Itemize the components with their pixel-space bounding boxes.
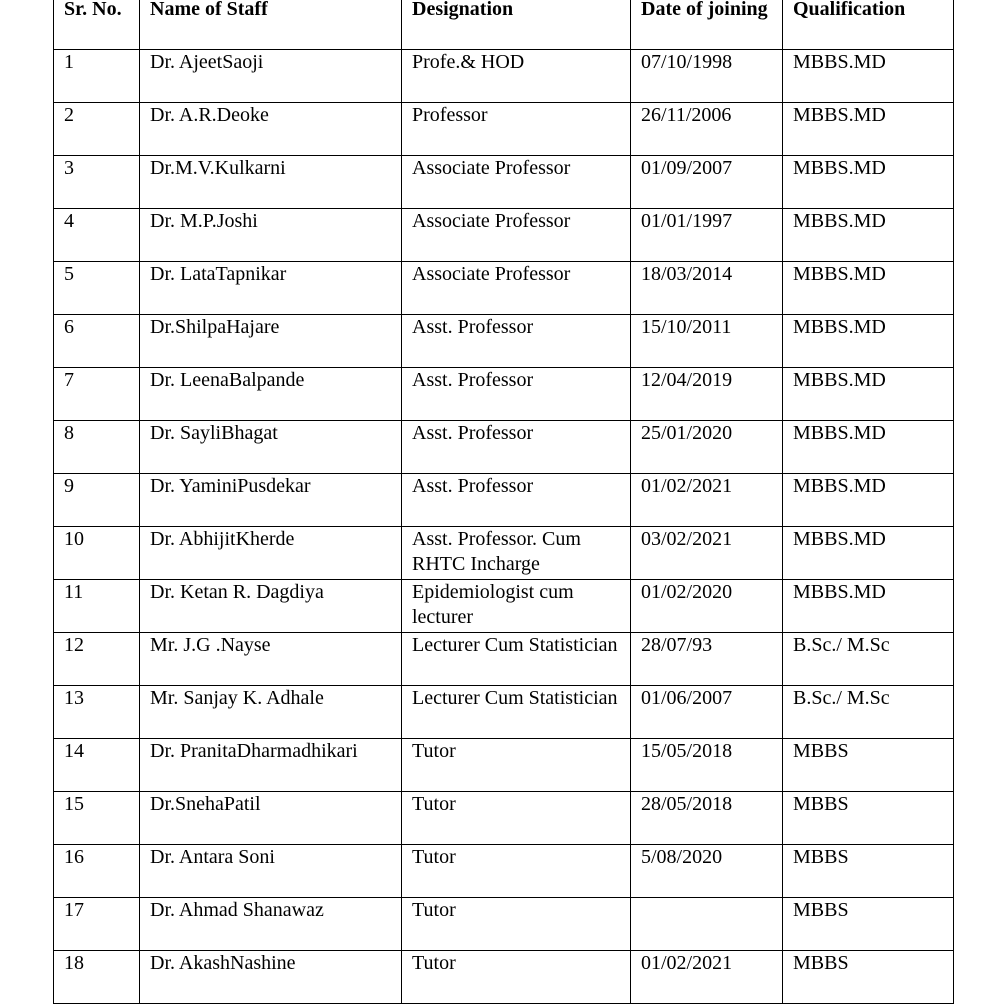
header-designation: Designation [402, 0, 631, 50]
staff-table [53, 0, 954, 1004]
cell-qualification: MBBS.MD [783, 262, 954, 315]
cell-sr-no: 4 [54, 209, 140, 262]
header-sr-no: Sr. No. [54, 0, 140, 50]
table-row [54, 315, 954, 368]
table-row [54, 421, 954, 474]
table-row [54, 368, 954, 421]
cell-staff-name: Dr. AkashNashine [140, 951, 402, 1004]
cell-qualification: MBBS.MD [783, 50, 954, 103]
cell-qualification: MBBS.MD [783, 527, 954, 580]
cell-sr-no: 14 [54, 739, 140, 792]
cell-staff-name: Mr. Sanjay K. Adhale [140, 686, 402, 739]
cell-qualification: MBBS.MD [783, 156, 954, 209]
cell-qualification: MBBS.MD [783, 209, 954, 262]
table-row [54, 103, 954, 156]
cell-sr-no: 8 [54, 421, 140, 474]
cell-staff-name: Dr.SnehaPatil [140, 792, 402, 845]
cell-date-of-joining: 15/05/2018 [631, 739, 783, 792]
cell-staff-name: Dr. YaminiPusdekar [140, 474, 402, 527]
cell-date-of-joining: 01/09/2007 [631, 156, 783, 209]
cell-designation: Asst. Professor [402, 474, 631, 527]
cell-sr-no: 13 [54, 686, 140, 739]
cell-date-of-joining [631, 898, 783, 951]
cell-designation: Asst. Professor [402, 368, 631, 421]
cell-qualification: B.Sc./ M.Sc [783, 686, 954, 739]
cell-date-of-joining: 01/02/2021 [631, 474, 783, 527]
cell-staff-name: Dr. LeenaBalpande [140, 368, 402, 421]
cell-sr-no: 6 [54, 315, 140, 368]
cell-designation: Asst. Professor [402, 315, 631, 368]
cell-designation: Lecturer Cum Statistician [402, 686, 631, 739]
cell-sr-no: 17 [54, 898, 140, 951]
cell-date-of-joining: 5/08/2020 [631, 845, 783, 898]
cell-designation: Asst. Professor. Cum RHTC Incharge [402, 527, 631, 580]
cell-designation: Associate Professor [402, 262, 631, 315]
cell-staff-name: Dr. Antara Soni [140, 845, 402, 898]
cell-date-of-joining: 01/01/1997 [631, 209, 783, 262]
table-row [54, 50, 954, 103]
table-row [54, 686, 954, 739]
table-row [54, 262, 954, 315]
cell-qualification: MBBS.MD [783, 315, 954, 368]
header-qualification: Qualification [783, 0, 954, 50]
cell-staff-name: Dr.M.V.Kulkarni [140, 156, 402, 209]
cell-staff-name: Dr. Ahmad Shanawaz [140, 898, 402, 951]
cell-date-of-joining: 28/07/93 [631, 633, 783, 686]
cell-sr-no: 16 [54, 845, 140, 898]
table-row [54, 792, 954, 845]
cell-staff-name: Dr. Ketan R. Dagdiya [140, 580, 402, 633]
cell-sr-no: 10 [54, 527, 140, 580]
staff-table-body [54, 50, 954, 1004]
cell-date-of-joining: 01/06/2007 [631, 686, 783, 739]
table-row [54, 156, 954, 209]
cell-staff-name: Dr. PranitaDharmadhikari [140, 739, 402, 792]
table-row [54, 580, 954, 633]
table-row [54, 527, 954, 580]
cell-qualification: MBBS [783, 951, 954, 1004]
cell-designation: Professor [402, 103, 631, 156]
cell-qualification: MBBS.MD [783, 580, 954, 633]
cell-designation: Tutor [402, 739, 631, 792]
cell-designation: Associate Professor [402, 156, 631, 209]
cell-sr-no: 3 [54, 156, 140, 209]
cell-qualification: MBBS [783, 845, 954, 898]
cell-date-of-joining: 18/03/2014 [631, 262, 783, 315]
cell-designation: Epidemiologist cum lecturer [402, 580, 631, 633]
cell-designation: Lecturer Cum Statistician [402, 633, 631, 686]
cell-qualification: MBBS.MD [783, 368, 954, 421]
cell-staff-name: Mr. J.G .Nayse [140, 633, 402, 686]
table-row [54, 739, 954, 792]
cell-qualification: B.Sc./ M.Sc [783, 633, 954, 686]
cell-staff-name: Dr.ShilpaHajare [140, 315, 402, 368]
cell-sr-no: 7 [54, 368, 140, 421]
cell-qualification: MBBS [783, 739, 954, 792]
cell-date-of-joining: 26/11/2006 [631, 103, 783, 156]
cell-qualification: MBBS.MD [783, 421, 954, 474]
cell-staff-name: Dr. AbhijitKherde [140, 527, 402, 580]
cell-sr-no: 9 [54, 474, 140, 527]
cell-staff-name: Dr. M.P.Joshi [140, 209, 402, 262]
cell-date-of-joining: 15/10/2011 [631, 315, 783, 368]
cell-date-of-joining: 01/02/2020 [631, 580, 783, 633]
cell-staff-name: Dr. LataTapnikar [140, 262, 402, 315]
header-name-of-staff: Name of Staff [140, 0, 402, 50]
cell-staff-name: Dr. AjeetSaoji [140, 50, 402, 103]
cell-date-of-joining: 28/05/2018 [631, 792, 783, 845]
table-row [54, 474, 954, 527]
cell-date-of-joining: 12/04/2019 [631, 368, 783, 421]
cell-date-of-joining: 01/02/2021 [631, 951, 783, 1004]
cell-designation: Asst. Professor [402, 421, 631, 474]
cell-designation: Associate Professor [402, 209, 631, 262]
header-date-of-joining: Date of joining [631, 0, 783, 50]
cell-sr-no: 18 [54, 951, 140, 1004]
cell-sr-no: 11 [54, 580, 140, 633]
cell-sr-no: 15 [54, 792, 140, 845]
cell-designation: Profe.& HOD [402, 50, 631, 103]
cell-qualification: MBBS.MD [783, 474, 954, 527]
cell-designation: Tutor [402, 845, 631, 898]
table-row [54, 633, 954, 686]
cell-date-of-joining: 07/10/1998 [631, 50, 783, 103]
cell-designation: Tutor [402, 951, 631, 1004]
cell-staff-name: Dr. A.R.Deoke [140, 103, 402, 156]
cell-staff-name: Dr. SayliBhagat [140, 421, 402, 474]
table-row [54, 898, 954, 951]
table-row [54, 951, 954, 1004]
cell-sr-no: 2 [54, 103, 140, 156]
table-row [54, 209, 954, 262]
table-row [54, 845, 954, 898]
cell-date-of-joining: 25/01/2020 [631, 421, 783, 474]
cell-sr-no: 1 [54, 50, 140, 103]
cell-sr-no: 5 [54, 262, 140, 315]
cell-date-of-joining: 03/02/2021 [631, 527, 783, 580]
table-header-row [54, 0, 954, 50]
cell-sr-no: 12 [54, 633, 140, 686]
cell-qualification: MBBS.MD [783, 103, 954, 156]
cell-designation: Tutor [402, 792, 631, 845]
cell-qualification: MBBS [783, 792, 954, 845]
cell-qualification: MBBS [783, 898, 954, 951]
cell-designation: Tutor [402, 898, 631, 951]
